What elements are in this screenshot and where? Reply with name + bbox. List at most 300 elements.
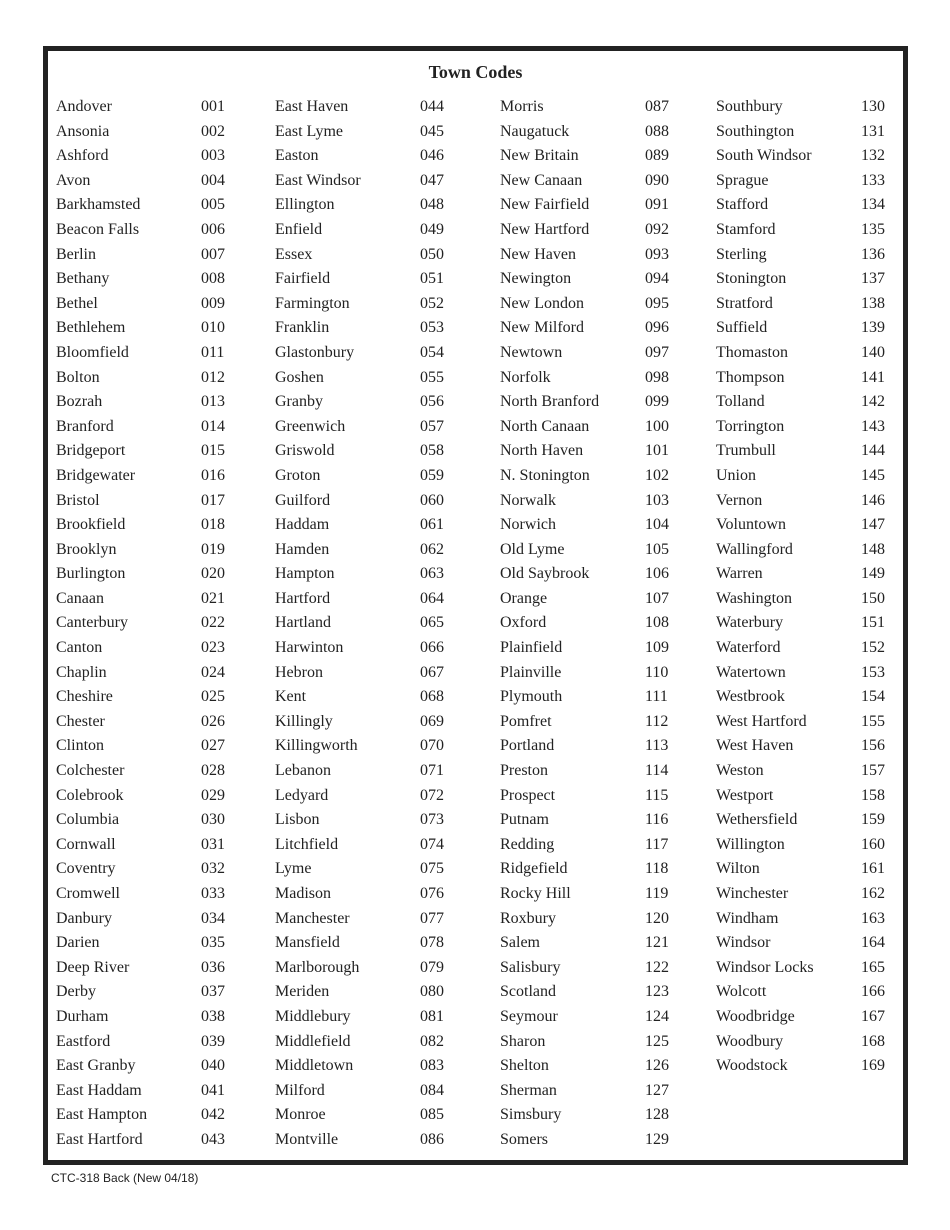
town-code: 005: [201, 196, 225, 214]
page-title: Town Codes: [428, 62, 523, 82]
town-code: 025: [201, 688, 225, 706]
town-name: Trumbull: [716, 442, 776, 460]
town-name: Willington: [716, 835, 785, 853]
town-code: 130: [861, 98, 885, 115]
town-code: 098: [645, 368, 669, 386]
town-code: 026: [201, 712, 225, 730]
town-name: Bethel: [56, 294, 98, 312]
town-name: Groton: [275, 466, 321, 484]
town-code: 054: [420, 343, 444, 361]
town-name: Watertown: [716, 663, 786, 681]
town-code: 045: [420, 122, 444, 140]
town-name: Haddam: [275, 516, 330, 534]
town-name: Cheshire: [56, 688, 113, 706]
town-code: 159: [861, 811, 885, 829]
town-name: Stonington: [716, 270, 787, 288]
town-code: 062: [420, 540, 444, 558]
town-name: Southbury: [716, 98, 783, 115]
town-name: Hampton: [275, 565, 335, 583]
town-code: 147: [861, 516, 885, 534]
town-name: Montville: [275, 1130, 339, 1148]
town-name: Milford: [275, 1081, 325, 1099]
town-name: Vernon: [716, 491, 763, 509]
town-name: Easton: [275, 147, 319, 165]
town-name: Barkhamsted: [56, 196, 141, 214]
town-name: North Haven: [500, 442, 584, 460]
town-name: Lisbon: [275, 811, 320, 829]
town-name: Woodstock: [716, 1057, 788, 1075]
town-name: Stafford: [716, 196, 769, 214]
town-name: West Hartford: [716, 712, 807, 730]
town-code: 120: [645, 909, 669, 927]
town-name: Bridgeport: [56, 442, 126, 460]
town-name: Enfield: [275, 220, 323, 238]
town-code: 125: [645, 1032, 669, 1050]
town-code: 064: [420, 589, 444, 607]
town-code: 007: [201, 245, 225, 263]
town-name: Westport: [716, 786, 774, 804]
town-code: 078: [420, 934, 444, 952]
town-name: Pomfret: [500, 712, 552, 730]
town-name: New London: [500, 294, 584, 312]
town-code: 150: [861, 589, 885, 607]
town-code: 138: [861, 294, 885, 312]
town-name: Preston: [500, 762, 548, 780]
town-name: Rocky Hill: [500, 885, 571, 902]
town-name: Sharon: [500, 1032, 546, 1050]
town-name: Burlington: [56, 565, 126, 583]
town-code: 082: [420, 1032, 444, 1050]
town-code: 153: [861, 663, 885, 681]
town-name: Plainville: [500, 663, 562, 681]
town-name: Warren: [716, 565, 763, 583]
town-code: 018: [201, 516, 225, 534]
town-name: Fairfield: [275, 270, 331, 288]
town-name: Deep River: [56, 958, 130, 976]
town-code: 061: [420, 516, 444, 534]
town-name: Redding: [500, 835, 555, 853]
town-name: Wallingford: [716, 540, 793, 558]
town-code: 122: [645, 958, 669, 976]
town-name: Windsor: [716, 934, 771, 952]
town-name: Franklin: [275, 319, 330, 337]
town-name: Marlborough: [275, 958, 360, 976]
town-name: Columbia: [56, 811, 120, 829]
town-code: 123: [645, 983, 669, 1001]
town-code: 076: [420, 885, 444, 902]
town-code: 023: [201, 639, 225, 657]
town-name: Middlefield: [275, 1032, 351, 1050]
town-code: 092: [645, 220, 669, 238]
town-name: Waterbury: [716, 614, 784, 632]
town-name: Middlebury: [275, 1007, 351, 1025]
town-name: Chaplin: [56, 663, 107, 681]
town-name: Avon: [56, 171, 91, 189]
town-name: Brooklyn: [56, 540, 117, 558]
town-code: 109: [645, 639, 669, 657]
town-code: 156: [861, 737, 885, 755]
town-code: 088: [645, 122, 669, 140]
town-code: 028: [201, 762, 225, 780]
town-code: 164: [861, 934, 885, 952]
town-code: 068: [420, 688, 444, 706]
town-code: 060: [420, 491, 444, 509]
town-code: 017: [201, 491, 225, 509]
town-name: Middletown: [275, 1057, 354, 1075]
town-name: Manchester: [275, 909, 350, 927]
town-name: Bethlehem: [56, 319, 126, 337]
town-code: 148: [861, 540, 885, 558]
town-code: 010: [201, 319, 225, 337]
town-code: 129: [645, 1130, 669, 1148]
town-name: Sterling: [716, 245, 767, 263]
town-code: 118: [645, 860, 669, 878]
town-name: Norwich: [500, 516, 556, 534]
town-name: North Branford: [500, 393, 600, 411]
town-code: 051: [420, 270, 444, 288]
town-code: 099: [645, 393, 669, 411]
town-name: Union: [716, 466, 756, 484]
town-name: Windsor Locks: [716, 958, 814, 976]
town-code: 117: [645, 835, 669, 853]
town-code: 134: [861, 196, 885, 214]
town-name: Glastonbury: [275, 343, 355, 361]
town-code: 020: [201, 565, 225, 583]
town-code: 116: [645, 811, 669, 829]
town-name: Darien: [56, 934, 100, 952]
town-code: 119: [645, 885, 669, 902]
town-name: Hartford: [275, 589, 331, 607]
town-name: Salem: [500, 934, 540, 952]
town-name: Bozrah: [56, 393, 103, 411]
town-name: New Haven: [500, 245, 576, 263]
town-code: 063: [420, 565, 444, 583]
town-code: 016: [201, 466, 225, 484]
town-name: East Lyme: [275, 122, 343, 140]
town-code: 015: [201, 442, 225, 460]
town-name: Newtown: [500, 343, 563, 361]
town-name: East Granby: [56, 1057, 136, 1075]
town-name: Ansonia: [56, 122, 110, 140]
town-name: Bethany: [56, 270, 110, 288]
town-name: Greenwich: [275, 417, 346, 435]
town-code: 086: [420, 1130, 444, 1148]
town-name: Naugatuck: [500, 122, 570, 140]
town-code: 169: [861, 1057, 885, 1075]
town-name: Waterford: [716, 639, 781, 657]
town-name: South Windsor: [716, 147, 812, 165]
town-name: Morris: [500, 98, 544, 115]
town-code: 042: [201, 1106, 225, 1124]
town-name: Newington: [500, 270, 572, 288]
town-code: 044: [420, 98, 444, 115]
town-code: 163: [861, 909, 885, 927]
town-code: 012: [201, 368, 225, 386]
town-name: Ridgefield: [500, 860, 568, 878]
town-name: Winchester: [716, 885, 789, 902]
town-name: New Hartford: [500, 220, 590, 238]
town-name: North Canaan: [500, 417, 590, 435]
town-code: 035: [201, 934, 225, 952]
town-name: Lebanon: [275, 762, 331, 780]
town-code: 089: [645, 147, 669, 165]
town-name: Canterbury: [56, 614, 128, 632]
town-name: Simsbury: [500, 1106, 562, 1124]
town-code: 110: [645, 663, 669, 681]
town-name: Tolland: [716, 393, 765, 411]
town-name: Hamden: [275, 540, 330, 558]
town-name: Guilford: [275, 491, 331, 509]
town-name: Ledyard: [275, 786, 329, 804]
town-name: Stratford: [716, 294, 773, 312]
town-name: Griswold: [275, 442, 335, 460]
town-code: 162: [861, 885, 885, 902]
town-name: Old Saybrook: [500, 565, 590, 583]
town-code: 141: [861, 368, 885, 386]
town-name: Danbury: [56, 909, 112, 927]
town-name: East Windsor: [275, 171, 361, 189]
town-name: Weston: [716, 762, 764, 780]
town-code: 066: [420, 639, 444, 657]
town-code: 052: [420, 294, 444, 312]
town-code: 036: [201, 958, 225, 976]
town-name: Ashford: [56, 147, 109, 165]
town-code: 048: [420, 196, 444, 214]
town-code: 155: [861, 712, 885, 730]
town-name: Roxbury: [500, 909, 556, 927]
town-code: 039: [201, 1032, 225, 1050]
town-code: 081: [420, 1007, 444, 1025]
town-code: 115: [645, 786, 669, 804]
town-code: 136: [861, 245, 885, 263]
town-code: 085: [420, 1106, 444, 1124]
town-name: Essex: [275, 245, 313, 263]
town-name: Cornwall: [56, 835, 116, 853]
town-code: 154: [861, 688, 885, 706]
town-code: 104: [645, 516, 669, 534]
town-name: Woodbury: [716, 1032, 784, 1050]
town-code: 024: [201, 663, 225, 681]
town-code: 037: [201, 983, 225, 1001]
town-name: Lyme: [275, 860, 312, 878]
town-name: Seymour: [500, 1007, 558, 1025]
town-name: Torrington: [716, 417, 785, 435]
town-code: 144: [861, 442, 885, 460]
town-name: Madison: [275, 885, 331, 902]
town-name: Southington: [716, 122, 795, 140]
town-name: Bloomfield: [56, 343, 129, 361]
town-code: 029: [201, 786, 225, 804]
town-name: New Milford: [500, 319, 584, 337]
town-code: 106: [645, 565, 669, 583]
town-code: 034: [201, 909, 225, 927]
town-code: 127: [645, 1081, 669, 1099]
town-code: 139: [861, 319, 885, 337]
town-code: 112: [645, 712, 669, 730]
town-name: East Haven: [275, 98, 349, 115]
town-code: 041: [201, 1081, 225, 1099]
town-name: Wethersfield: [716, 811, 798, 829]
town-code: 057: [420, 417, 444, 435]
town-code: 053: [420, 319, 444, 337]
town-code: 038: [201, 1007, 225, 1025]
town-name: Mansfield: [275, 934, 340, 952]
form-footer: CTC-318 Back (New 04/18): [51, 1171, 199, 1185]
town-code: 152: [861, 639, 885, 657]
town-code: 158: [861, 786, 885, 804]
town-name: Bridgewater: [56, 466, 136, 484]
town-name: N. Stonington: [500, 466, 590, 484]
town-code: 040: [201, 1057, 225, 1075]
town-name: Putnam: [500, 811, 549, 829]
town-name: Meriden: [275, 983, 330, 1001]
town-code: 168: [861, 1032, 885, 1050]
town-code: 071: [420, 762, 444, 780]
town-name: Bristol: [56, 491, 100, 509]
town-code: 151: [861, 614, 885, 632]
town-code: 070: [420, 737, 444, 755]
town-name: Westbrook: [716, 688, 785, 706]
town-code: 087: [645, 98, 669, 115]
town-code: 033: [201, 885, 225, 902]
town-name: Hebron: [275, 663, 323, 681]
town-code: 067: [420, 663, 444, 681]
town-code: 059: [420, 466, 444, 484]
town-name: Berlin: [56, 245, 96, 263]
town-code: 157: [861, 762, 885, 780]
town-code: 101: [645, 442, 669, 460]
town-code: 084: [420, 1081, 444, 1099]
town-code: 014: [201, 417, 225, 435]
town-code: 080: [420, 983, 444, 1001]
town-code: 049: [420, 220, 444, 238]
town-code: 019: [201, 540, 225, 558]
town-code: 091: [645, 196, 669, 214]
town-code: 043: [201, 1130, 225, 1148]
town-name: Farmington: [275, 294, 350, 312]
town-name: Goshen: [275, 368, 324, 386]
town-name: East Hartford: [56, 1130, 143, 1148]
town-code: 003: [201, 147, 225, 165]
town-code: 021: [201, 589, 225, 607]
town-name: Hartland: [275, 614, 331, 632]
town-name: Branford: [56, 417, 114, 435]
town-name: Coventry: [56, 860, 116, 878]
town-code: 065: [420, 614, 444, 632]
town-code: 131: [861, 122, 885, 140]
town-code: 050: [420, 245, 444, 263]
town-code: 107: [645, 589, 669, 607]
town-code: 072: [420, 786, 444, 804]
town-code: 167: [861, 1007, 885, 1025]
town-code: 105: [645, 540, 669, 558]
town-name: Cromwell: [56, 885, 120, 902]
town-code: 095: [645, 294, 669, 312]
town-name: Scotland: [500, 983, 556, 1001]
town-name: Suffield: [716, 319, 768, 337]
town-name: Colebrook: [56, 786, 124, 804]
town-code: 011: [201, 343, 225, 361]
town-name: West Haven: [716, 737, 794, 755]
town-code: 069: [420, 712, 444, 730]
town-code: 079: [420, 958, 444, 976]
town-code: 103: [645, 491, 669, 509]
town-code: 132: [861, 147, 885, 165]
town-code: 077: [420, 909, 444, 927]
town-name: Colchester: [56, 762, 125, 780]
town-code: 114: [645, 762, 669, 780]
town-name: Kent: [275, 688, 307, 706]
town-name: Derby: [56, 983, 96, 1001]
town-name: Wilton: [716, 860, 760, 878]
town-name: Old Lyme: [500, 540, 565, 558]
town-code: 002: [201, 122, 225, 140]
town-code: 008: [201, 270, 225, 288]
town-name: Salisbury: [500, 958, 561, 976]
town-code: 001: [201, 98, 225, 115]
town-code: 102: [645, 466, 669, 484]
town-code: 046: [420, 147, 444, 165]
town-code: 140: [861, 343, 885, 361]
town-code: 006: [201, 220, 225, 238]
town-name: Portland: [500, 737, 555, 755]
town-name: Ellington: [275, 196, 335, 214]
town-code: 143: [861, 417, 885, 435]
town-name: Bolton: [56, 368, 100, 386]
town-name: Clinton: [56, 737, 105, 755]
town-name: New Canaan: [500, 171, 583, 189]
town-code: 100: [645, 417, 669, 435]
town-code: 090: [645, 171, 669, 189]
town-name: Killingworth: [275, 737, 358, 755]
town-name: Plymouth: [500, 688, 563, 706]
town-code: 056: [420, 393, 444, 411]
town-code: 160: [861, 835, 885, 853]
town-code: 094: [645, 270, 669, 288]
town-code: 149: [861, 565, 885, 583]
town-name: Norwalk: [500, 491, 556, 509]
town-name: Eastford: [56, 1032, 111, 1050]
town-code: 142: [861, 393, 885, 411]
town-code: 093: [645, 245, 669, 263]
town-name: East Hampton: [56, 1106, 148, 1124]
town-name: Shelton: [500, 1057, 549, 1075]
town-name: Harwinton: [275, 639, 344, 657]
town-code: 030: [201, 811, 225, 829]
town-name: Granby: [275, 393, 323, 411]
town-name: Andover: [56, 98, 112, 115]
town-code: 047: [420, 171, 444, 189]
town-name: Canton: [56, 639, 103, 657]
town-name: Orange: [500, 589, 548, 607]
town-code: 137: [861, 270, 885, 288]
town-name: Chester: [56, 712, 105, 730]
town-name: Prospect: [500, 786, 556, 804]
town-code: 055: [420, 368, 444, 386]
town-code: 004: [201, 171, 225, 189]
town-code: 097: [645, 343, 669, 361]
town-code: 113: [645, 737, 669, 755]
town-name: Litchfield: [275, 835, 339, 853]
town-name: Thompson: [716, 368, 785, 386]
town-name: Brookfield: [56, 516, 126, 534]
town-code: 032: [201, 860, 225, 878]
town-code: 083: [420, 1057, 444, 1075]
town-code: 166: [861, 983, 885, 1001]
town-code: 124: [645, 1007, 669, 1025]
town-name: Washington: [716, 589, 793, 607]
town-code: 126: [645, 1057, 669, 1075]
